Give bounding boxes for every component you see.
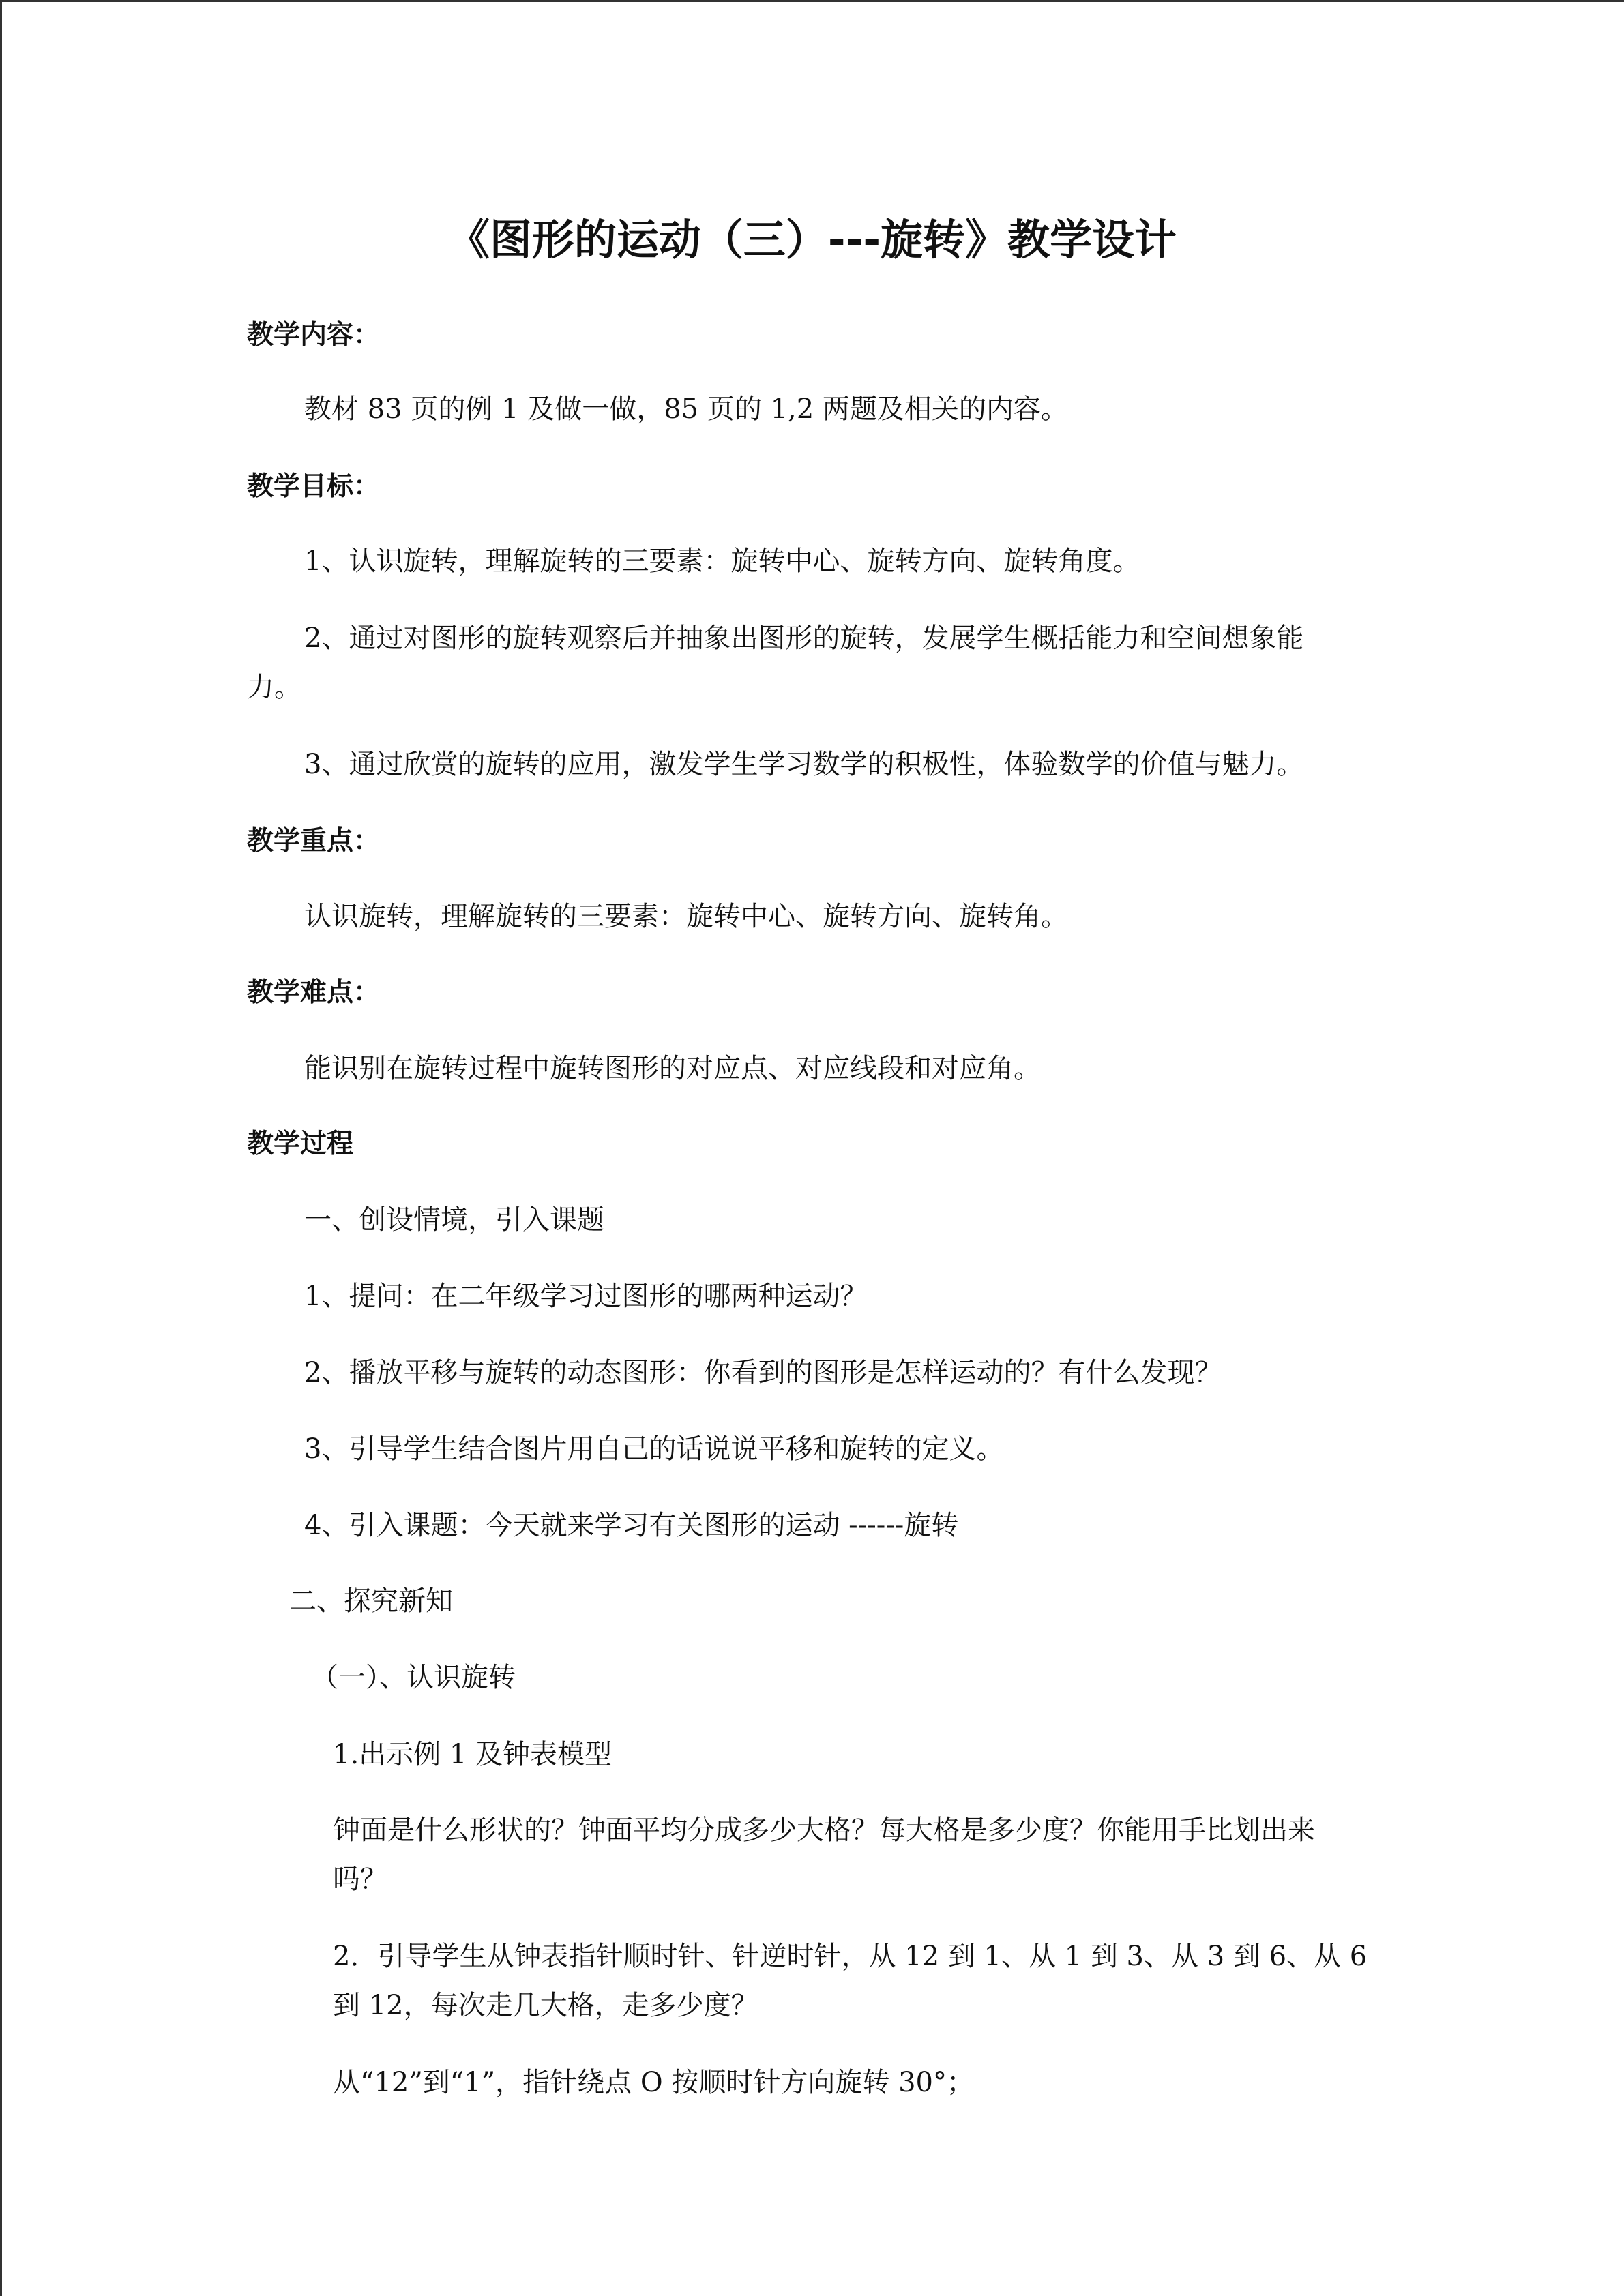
process-part-1-question-1: 1、提问：在二年级学习过图形的哪两种运动？ <box>304 1281 868 1312</box>
process-step-1: 1.出示例 1 及钟表模型 <box>333 1739 612 1770</box>
difficulties-text: 能识别在旋转过程中旋转图形的对应点、对应线段和对应角。 <box>304 1053 1041 1084</box>
goal-item-3: 3、通过欣赏的旋转的应用，激发学生学习数学的积极性，体验数学的价值与魅力。 <box>304 749 1304 780</box>
process-part-2-title: 二、探究新知 <box>289 1585 453 1617</box>
process-step-1-question-line-1: 钟面是什么形状的？钟面平均分成多少大格？每大格是多少度？你能用手比划出来 <box>333 1815 1315 1846</box>
process-step-2-line-2: 到 12，每次走几大格，走多少度？ <box>333 1990 758 2021</box>
process-part-1-question-2: 2、播放平移与旋转的动态图形：你看到的图形是怎样运动的？有什么发现？ <box>304 1357 1222 1388</box>
goal-item-2-line-2: 力。 <box>247 672 301 703</box>
process-part-1-question-4: 4、引入课题：今天就来学习有关图形的运动 ------旋转 <box>304 1510 959 1541</box>
goal-item-2-line-1: 2、通过对图形的旋转观察后并抽象出图形的旋转，发展学生概括能力和空间想象能 <box>304 623 1304 654</box>
difficulties-heading: 教学难点： <box>247 977 381 1008</box>
teaching-content-heading: 教学内容： <box>247 320 381 351</box>
process-part-1-question-3: 3、引导学生结合图片用自己的话说说平移和旋转的定义。 <box>304 1433 1004 1465</box>
process-step-2-line-1: 2．引导学生从钟表指针顺时针、针逆时针，从 12 到 1、从 1 到 3、从 3 到 6、从 6 <box>333 1941 1368 1972</box>
document-title: 《图形的运动（三）---旋转》教学设计 <box>447 215 1177 265</box>
teaching-goals-heading: 教学目标： <box>247 471 381 502</box>
key-points-heading: 教学重点： <box>247 826 381 856</box>
process-part-2-subsection-1: （一）、认识旋转 <box>311 1662 516 1693</box>
process-step-2-example: 从“12”到“1”，指针绕点 O 按顺时针方向旋转 30°； <box>333 2067 974 2098</box>
process-step-1-question-line-2: 吗？ <box>333 1864 387 1895</box>
teaching-content-text: 教材 83 页的例 1 及做一做，85 页的 1,2 两题及相关的内容。 <box>304 393 1068 425</box>
key-points-text: 认识旋转，理解旋转的三要素：旋转中心、旋转方向、旋转角。 <box>304 901 1068 932</box>
process-part-1-title: 一、创设情境，引入课题 <box>304 1204 604 1236</box>
teaching-process-heading: 教学过程 <box>247 1129 354 1159</box>
goal-item-1: 1、认识旋转，理解旋转的三要素：旋转中心、旋转方向、旋转角度。 <box>304 546 1140 577</box>
